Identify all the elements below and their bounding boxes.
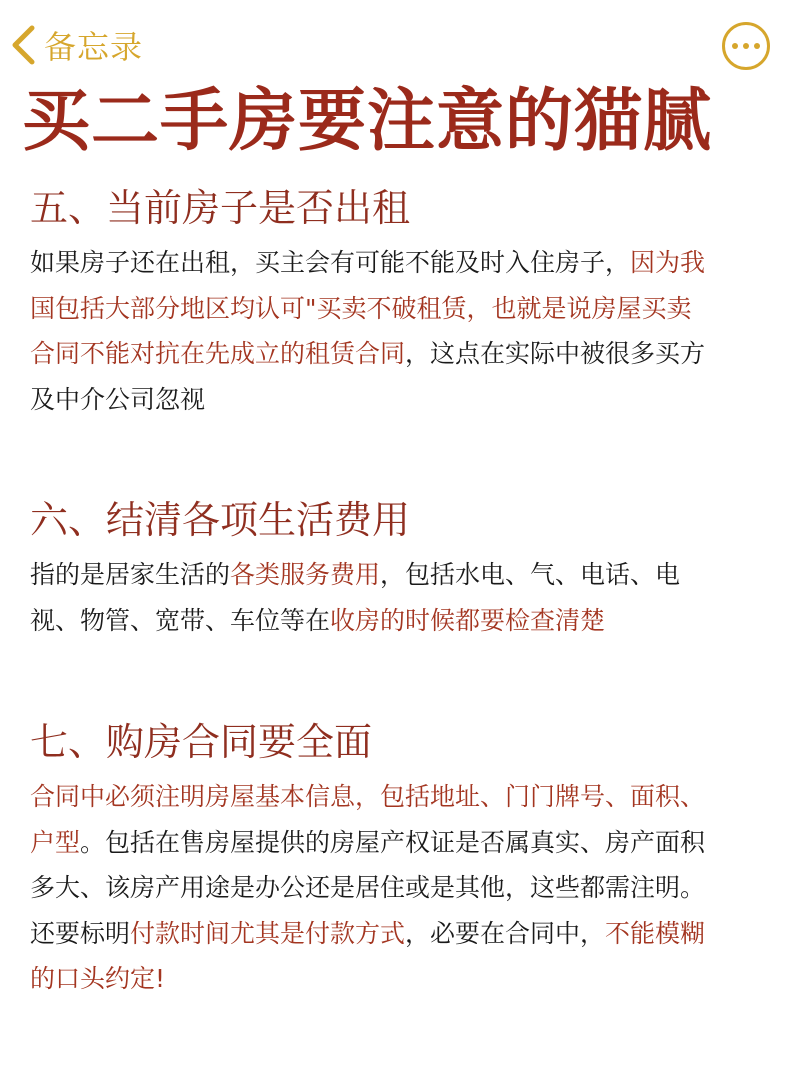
highlighted-text: 付款时间尤其是付款方式 [130, 918, 406, 948]
body-text: 。包括在售房屋提供的房屋产权证是否属真实、房产面积 [80, 827, 706, 857]
highlighted-text: 合同中必须注明房屋基本信息，包括地址、门门牌号、面积、 [30, 782, 706, 811]
body-line [30, 240, 770, 286]
highlighted-text: 户型 [30, 827, 81, 857]
section-heading: 七、购房合同要全面 [30, 720, 373, 764]
body-text: 视、物管、宽带、车位等在 [30, 605, 331, 635]
section-purchase-contract [30, 718, 770, 1002]
section-heading: 六、结清各项生活费用 [30, 498, 411, 542]
highlighted-text: 国包括大部分地区均认可"买卖不破租赁，也就是说房屋买卖 [30, 293, 692, 323]
body-text: 还要标明 [30, 918, 131, 948]
highlighted-text: 不能模糊 [605, 918, 706, 948]
body-text: 多大、该房产用途是办公还是居住或是其他，这些都需注明。 [30, 873, 706, 902]
more-dot-icon [732, 43, 738, 49]
section-rental-status [30, 184, 770, 422]
body-text: 如果房子还在出租，买主会有可能不能及时入住房子， [30, 248, 631, 277]
body-line [30, 774, 770, 820]
body-text: ，这点在实际中被很多买方 [405, 339, 706, 368]
body-line [30, 911, 770, 957]
more-options-button[interactable] [722, 22, 770, 70]
body-text: 及中介公司忽视 [30, 384, 206, 414]
highlighted-text: 各类服务费用 [230, 560, 381, 589]
section-body [30, 774, 770, 1002]
section-living-expenses [30, 496, 770, 643]
body-line [30, 956, 770, 1002]
body-line [30, 331, 770, 377]
section-heading: 五、当前房子是否出租 [30, 186, 411, 230]
body-line [30, 377, 770, 423]
highlighted-text: 收房的时候都要检查清楚 [330, 605, 606, 635]
back-button[interactable] [10, 22, 143, 68]
more-dot-icon [754, 43, 760, 49]
more-dot-icon [743, 43, 749, 49]
section-body [30, 240, 770, 422]
note-title: 买二手房要注意的猫腻 [22, 82, 713, 161]
highlighted-text: 的口头约定! [30, 964, 166, 993]
chevron-left-icon [10, 24, 36, 66]
body-text: ，包括水电、气、电话、电 [380, 560, 681, 589]
body-line [30, 598, 770, 644]
back-label: 备忘录 [44, 28, 144, 66]
section-body [30, 552, 770, 643]
body-text: ，必要在合同中， [405, 918, 606, 948]
body-line [30, 552, 770, 598]
top-bar [0, 0, 800, 90]
body-text: 指的是居家生活的 [30, 560, 231, 589]
highlighted-text: 因为我 [630, 248, 706, 277]
highlighted-text: 合同不能对抗在先成立的租赁合同 [30, 339, 406, 368]
body-line [30, 286, 770, 332]
body-line [30, 865, 770, 911]
body-line [30, 820, 770, 866]
